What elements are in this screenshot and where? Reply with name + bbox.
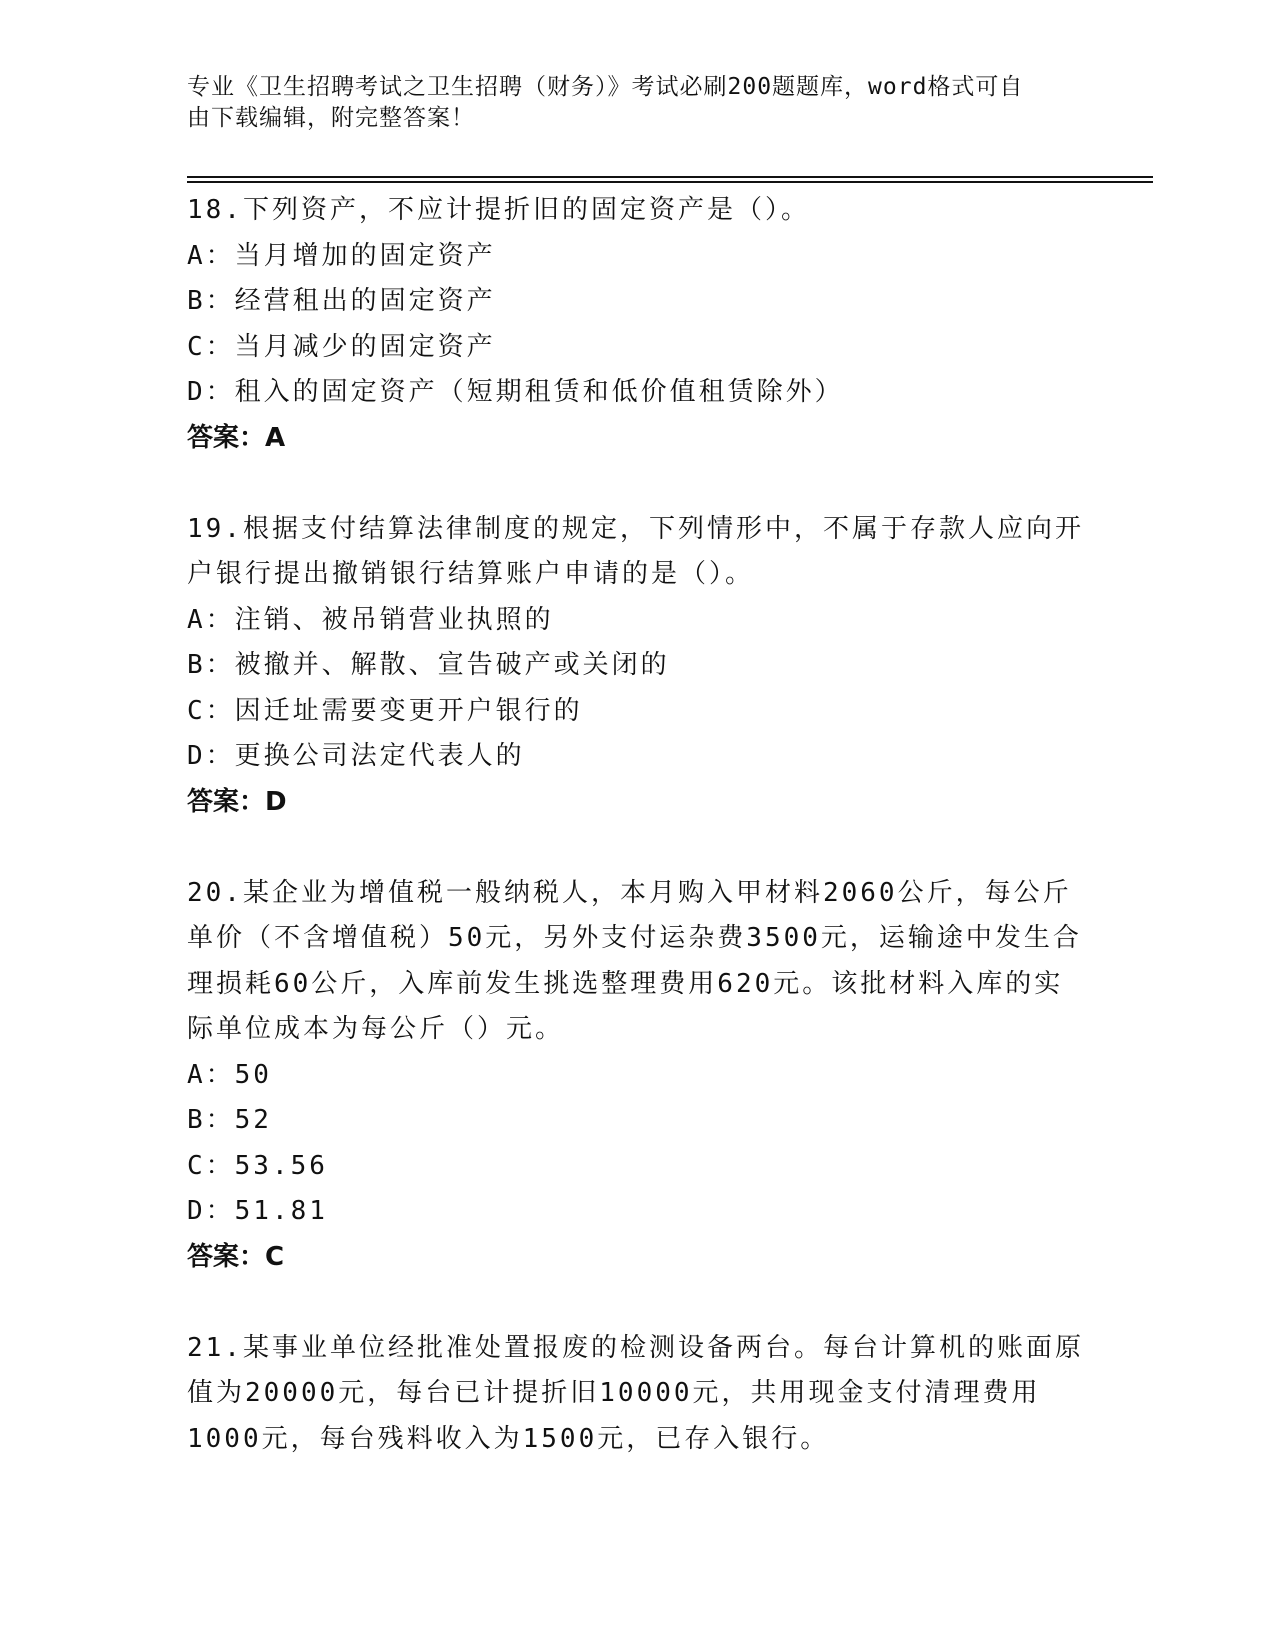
- answer-label: 答案：C: [187, 1241, 285, 1272]
- question-stem: 19.根据支付结算法律制度的规定，下列情形中，不属于存款人应向开: [187, 513, 1084, 544]
- answer-label: 答案：D: [187, 786, 287, 817]
- answer-label: 答案：A: [187, 422, 286, 453]
- question-18: [187, 188, 1087, 461]
- option-d: D：51.81: [187, 1196, 328, 1226]
- option-d: D：租入的固定资产（短期租赁和低价值租赁除外）: [187, 377, 844, 407]
- header-line-2: 由下载编辑，附完整答案！: [187, 105, 475, 131]
- question-stem: 18.下列资产，不应计提折旧的固定资产是（）。: [187, 195, 810, 225]
- spacer: [187, 461, 1087, 507]
- question-stem: 1000元，每台残料收入为1500元，已存入银行。: [187, 1423, 830, 1454]
- header-line-1: 专业《卫生招聘考试之卫生招聘（财务）》考试必刷200题题库，word格式可自: [187, 74, 1024, 100]
- option-b: B：52: [187, 1105, 272, 1135]
- question-stem: 值为20000元，每台已计提折旧10000元，共用现金支付清理费用: [187, 1378, 1041, 1408]
- option-a: A：注销、被吊销营业执照的: [187, 604, 554, 635]
- spacer: [187, 825, 1087, 871]
- question-stem: 20.某企业为增值税一般纳税人，本月购入甲材料2060公斤，每公斤: [187, 877, 1072, 908]
- option-d: D：更换公司法定代表人的: [187, 741, 525, 771]
- option-b: B：被撤并、解散、宣告破产或关闭的: [187, 650, 670, 680]
- option-a: A：当月增加的固定资产: [187, 240, 496, 271]
- option-c: C：因迁址需要变更开户银行的: [187, 695, 583, 726]
- option-c: C：当月减少的固定资产: [187, 331, 496, 362]
- option-c: C：53.56: [187, 1150, 328, 1181]
- question-stem: 际单位成本为每公斤（）元。: [187, 1014, 565, 1044]
- question-20: [187, 871, 1087, 1281]
- question-list: [187, 188, 1087, 1462]
- question-stem: 21.某事业单位经批准处置报废的检测设备两台。每台计算机的账面原: [187, 1332, 1084, 1363]
- question-19: [187, 507, 1087, 826]
- question-stem: 户银行提出撤销银行结算账户申请的是（）。: [187, 559, 755, 589]
- option-b: B：经营租出的固定资产: [187, 286, 496, 316]
- question-stem: 单价（不含增值税）50元，另外支付运杂费3500元，运输途中发生合: [187, 923, 1082, 953]
- spacer: [187, 1280, 1087, 1326]
- question-21: [187, 1326, 1087, 1463]
- header-divider-bottom: [187, 181, 1153, 183]
- option-a: A：50: [187, 1059, 272, 1090]
- document-header: [187, 72, 1067, 134]
- question-stem: 理损耗60公斤，入库前发生挑选整理费用620元。该批材料入库的实: [187, 968, 1064, 999]
- header-divider-top: [187, 176, 1153, 178]
